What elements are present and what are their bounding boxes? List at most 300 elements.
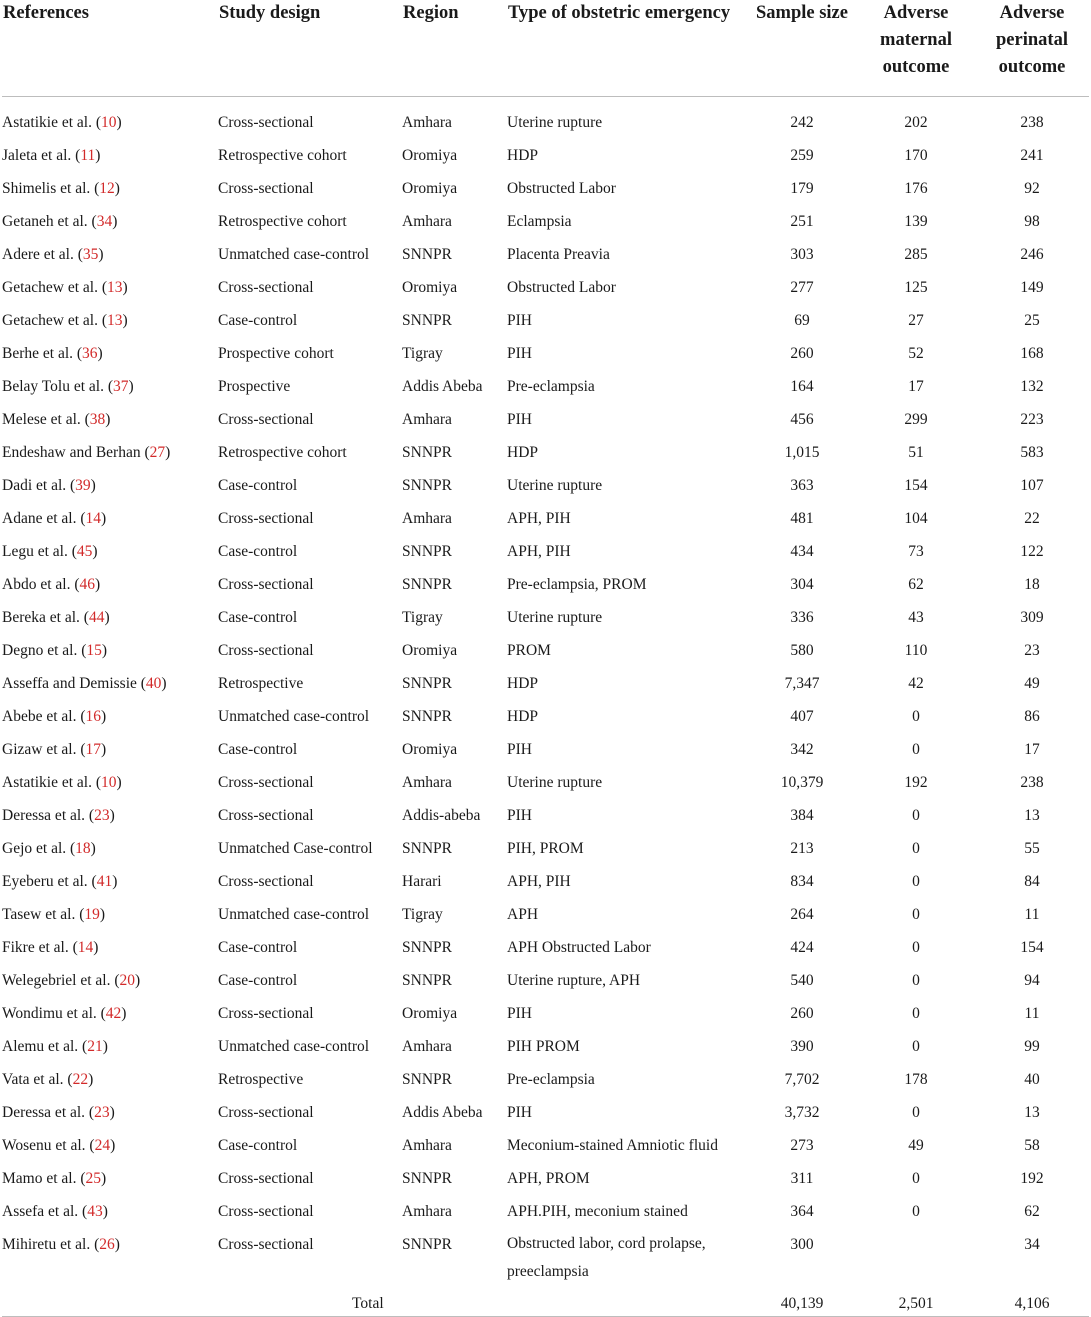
citation-close: ) — [112, 213, 118, 230]
study-design-cell: Cross-sectional — [218, 1005, 314, 1022]
region-cell: Oromiya — [402, 741, 458, 758]
perinatal-outcome-cell: 25 — [1024, 312, 1040, 329]
citation-close: ) — [88, 1071, 94, 1088]
perinatal-outcome-cell: 94 — [1024, 972, 1040, 989]
region-cell: Amhara — [402, 114, 452, 131]
header-region: Region — [402, 0, 507, 97]
citation-close: ) — [165, 444, 171, 461]
header-adverse-maternal: Adverse maternal outcome — [857, 0, 975, 97]
reference-cell — [2, 993, 218, 1026]
citation-link[interactable]: 43 — [87, 1203, 103, 1220]
perinatal-outcome-cell: 92 — [1024, 180, 1040, 197]
emergency-type-cell: Placenta Preavia — [507, 246, 610, 263]
sample-size-cell: 540 — [790, 972, 814, 989]
study-design-cell: Cross-sectional — [218, 576, 314, 593]
sample-size-cell: 424 — [790, 939, 814, 956]
table-row — [2, 828, 1089, 861]
region-cell: SNNPR — [402, 939, 452, 956]
study-design-cell: Cross-sectional — [218, 180, 314, 197]
sample-size-cell: 242 — [790, 114, 814, 131]
perinatal-outcome-cell: 192 — [1020, 1170, 1044, 1187]
author-text: Eyeberu et al. ( — [2, 873, 97, 890]
emergency-type-cell: Uterine rupture — [507, 114, 603, 131]
citation-link[interactable]: 39 — [75, 477, 91, 494]
emergency-type-cell: PIH PROM — [507, 1038, 580, 1055]
region-cell: Oromiya — [402, 1005, 458, 1022]
citation-link[interactable]: 12 — [99, 180, 115, 197]
reference-cell — [2, 597, 218, 630]
citation-close: ) — [109, 807, 115, 824]
perinatal-outcome-cell: 309 — [1020, 609, 1044, 626]
reference-cell — [2, 1092, 218, 1125]
reference-cell — [2, 234, 218, 267]
study-design-cell: Cross-sectional — [218, 774, 314, 791]
table-row — [2, 432, 1089, 465]
perinatal-outcome-cell: 34 — [1024, 1236, 1040, 1253]
citation-link[interactable]: 17 — [85, 741, 101, 758]
reference-cell — [2, 861, 218, 894]
header-references: References — [2, 0, 218, 97]
sample-size-cell: 834 — [790, 873, 814, 890]
emergency-type-cell: Uterine rupture — [507, 609, 603, 626]
sample-size-cell: 304 — [790, 576, 814, 593]
emergency-type-cell: PIH — [507, 345, 532, 362]
table-row — [2, 97, 1089, 136]
emergency-type-cell: Pre-eclampsia — [507, 378, 595, 395]
table-row — [2, 201, 1089, 234]
reference-cell — [2, 267, 218, 300]
study-design-cell: Case-control — [218, 1137, 298, 1154]
perinatal-outcome-cell: 223 — [1020, 411, 1044, 428]
perinatal-outcome-cell: 241 — [1020, 147, 1044, 164]
citation-link[interactable]: 26 — [99, 1236, 115, 1253]
maternal-outcome-cell: 51 — [908, 444, 924, 461]
perinatal-outcome-cell: 58 — [1024, 1137, 1040, 1154]
reference-cell — [2, 960, 218, 993]
maternal-outcome-cell: 110 — [904, 642, 928, 659]
citation-link[interactable]: 25 — [85, 1170, 102, 1187]
study-design-cell: Retrospective cohort — [218, 444, 347, 461]
study-design-cell: Unmatched case-control — [218, 1038, 370, 1055]
studies-table — [2, 0, 1089, 1317]
author-text: Assefa et al. ( — [2, 1203, 88, 1220]
author-text: Fikre et al. ( — [2, 939, 78, 956]
emergency-type-cell: Eclampsia — [507, 213, 572, 230]
author-text: Getaneh et al. ( — [2, 213, 97, 230]
author-text: Melese et al. ( — [2, 411, 90, 428]
citation-link[interactable]: 35 — [82, 246, 99, 263]
region-cell: Amhara — [402, 774, 452, 791]
study-design-cell: Unmatched Case-control — [218, 840, 373, 857]
sample-size-cell: 7,702 — [784, 1071, 820, 1088]
citation-link[interactable]: 42 — [105, 1005, 122, 1022]
maternal-outcome-cell: 299 — [904, 411, 928, 428]
header-type: Type of obstetric emergency — [507, 0, 747, 97]
citation-close: ) — [92, 543, 98, 560]
reference-cell — [2, 729, 218, 762]
citation-close: ) — [93, 939, 99, 956]
maternal-outcome-cell: 62 — [908, 576, 924, 593]
region-cell: SNNPR — [402, 444, 452, 461]
study-design-cell: Unmatched case-control — [218, 906, 370, 923]
study-design-cell: Case-control — [218, 972, 298, 989]
sample-size-cell: 342 — [790, 741, 814, 758]
emergency-type-cell: Meconium-stained Amniotic fluid — [507, 1137, 718, 1154]
maternal-outcome-cell: 0 — [912, 939, 920, 956]
citation-link[interactable]: 45 — [76, 543, 93, 560]
citation-link[interactable]: 36 — [82, 345, 98, 362]
region-cell: SNNPR — [402, 543, 452, 560]
table-row — [2, 465, 1089, 498]
citation-close: ) — [95, 147, 101, 164]
reference-cell — [2, 1224, 218, 1286]
study-design-cell: Prospective — [218, 378, 291, 395]
citation-link[interactable]: 20 — [119, 972, 136, 989]
author-text: Shimelis et al. ( — [2, 180, 100, 197]
region-cell: Amhara — [402, 1038, 452, 1055]
citation-link[interactable]: 40 — [145, 675, 162, 692]
sample-size-cell: 7,347 — [784, 675, 820, 692]
citation-link[interactable]: 10 — [101, 774, 117, 791]
reference-cell — [2, 828, 218, 861]
sample-size-cell: 260 — [790, 1005, 814, 1022]
citation-link[interactable]: 27 — [149, 444, 166, 461]
perinatal-outcome-cell: 583 — [1020, 444, 1044, 461]
table-row — [2, 234, 1089, 267]
citation-link[interactable]: 21 — [87, 1038, 103, 1055]
maternal-outcome-cell: 154 — [904, 477, 928, 494]
table-row — [2, 1125, 1089, 1158]
maternal-outcome-cell: 0 — [912, 807, 920, 824]
reference-cell — [2, 564, 218, 597]
sample-size-cell: 3,732 — [784, 1104, 820, 1121]
study-design-cell: Cross-sectional — [218, 1236, 314, 1253]
reference-cell — [2, 498, 218, 531]
study-design-cell: Retrospective — [218, 1071, 304, 1088]
maternal-outcome-cell: 0 — [912, 972, 920, 989]
table-row — [2, 1059, 1089, 1092]
table-row — [2, 696, 1089, 729]
author-text: Abebe et al. ( — [2, 708, 86, 725]
perinatal-outcome-cell: 18 — [1024, 576, 1040, 593]
study-design-cell: Case-control — [218, 939, 298, 956]
region-cell: SNNPR — [402, 477, 452, 494]
emergency-type-cell: PROM — [507, 642, 551, 659]
author-text: Wosenu et al. ( — [2, 1137, 95, 1154]
author-text: Deressa et al. ( — [2, 807, 95, 824]
emergency-type-cell: APH Obstructed Labor — [507, 939, 651, 956]
sample-size-cell: 390 — [790, 1038, 814, 1055]
perinatal-outcome-cell: 107 — [1020, 477, 1044, 494]
total-row — [2, 1286, 1089, 1317]
perinatal-outcome-cell: 154 — [1020, 939, 1044, 956]
emergency-type-cell: HDP — [507, 147, 539, 164]
sample-size-cell: 456 — [790, 411, 814, 428]
reference-cell — [2, 795, 218, 828]
region-cell: SNNPR — [402, 312, 452, 329]
citation-link[interactable]: 10 — [101, 114, 117, 131]
maternal-outcome-cell: 17 — [908, 378, 924, 395]
citation-close: ) — [121, 1005, 127, 1022]
study-design-cell: Cross-sectional — [218, 114, 314, 131]
region-cell: SNNPR — [402, 1236, 452, 1253]
sample-size-cell: 300 — [790, 1236, 814, 1253]
perinatal-outcome-cell: 40 — [1024, 1071, 1040, 1088]
perinatal-outcome-cell: 132 — [1020, 378, 1044, 395]
maternal-outcome-cell: 285 — [904, 246, 928, 263]
region-cell: Tigray — [402, 906, 443, 923]
citation-close: ) — [90, 840, 96, 857]
citation-link[interactable]: 15 — [86, 642, 102, 659]
perinatal-outcome-cell: 13 — [1024, 807, 1040, 824]
reference-cell — [2, 201, 218, 234]
emergency-type-cell: PIH — [507, 312, 532, 329]
citation-close: ) — [102, 1038, 108, 1055]
perinatal-outcome-cell: 13 — [1024, 1104, 1040, 1121]
region-cell: Oromiya — [402, 147, 458, 164]
author-text: Mihiretu et al. ( — [2, 1236, 100, 1253]
table-row — [2, 762, 1089, 795]
citation-close: ) — [128, 378, 134, 395]
sample-size-cell: 580 — [790, 642, 814, 659]
region-cell: SNNPR — [402, 972, 452, 989]
author-text: Mamo et al. ( — [2, 1170, 86, 1187]
region-cell: Oromiya — [402, 180, 458, 197]
emergency-type-cell: Obstructed Labor — [507, 279, 616, 296]
emergency-type-cell: APH, PIH — [507, 873, 571, 890]
emergency-type-cell: APH, PIH — [507, 543, 571, 560]
emergency-type-cell: PIH — [507, 411, 532, 428]
author-text: Tasew et al. ( — [2, 906, 85, 923]
perinatal-outcome-cell: 99 — [1024, 1038, 1040, 1055]
region-cell: SNNPR — [402, 675, 452, 692]
citation-close: ) — [101, 708, 107, 725]
citation-link[interactable]: 11 — [80, 147, 96, 164]
citation-link[interactable]: 44 — [88, 609, 105, 626]
region-cell: Amhara — [402, 510, 452, 527]
author-text: Astatikie et al. ( — [2, 114, 101, 131]
region-cell: Harari — [402, 873, 442, 890]
sample-size-cell: 311 — [790, 1170, 814, 1187]
citation-link[interactable]: 23 — [94, 807, 110, 824]
region-cell: SNNPR — [402, 1071, 452, 1088]
reference-cell — [2, 399, 218, 432]
maternal-outcome-cell — [857, 1224, 975, 1286]
study-design-cell: Retrospective — [218, 675, 304, 692]
maternal-outcome-cell: 52 — [908, 345, 924, 362]
region-cell: Oromiya — [402, 642, 458, 659]
maternal-outcome-cell: 170 — [904, 147, 928, 164]
region-cell: SNNPR — [402, 1170, 452, 1187]
maternal-outcome-cell: 104 — [904, 510, 928, 527]
maternal-outcome-cell: 0 — [912, 1203, 920, 1220]
table-row — [2, 300, 1089, 333]
author-text: Getachew et al. ( — [2, 279, 107, 296]
region-cell: Tigray — [402, 609, 443, 626]
author-text: Gejo et al. ( — [2, 840, 76, 857]
study-design-cell: Case-control — [218, 312, 298, 329]
sample-size-cell: 481 — [790, 510, 814, 527]
maternal-outcome-cell: 0 — [912, 840, 920, 857]
table-row — [2, 993, 1089, 1026]
citation-link[interactable]: 46 — [79, 576, 95, 593]
citation-close: ) — [109, 1104, 115, 1121]
region-cell: Addis-abeba — [402, 807, 481, 824]
reference-cell — [2, 432, 218, 465]
table-row — [2, 861, 1089, 894]
citation-link[interactable]: 16 — [85, 708, 101, 725]
perinatal-outcome-cell: 22 — [1024, 510, 1040, 527]
author-text: Jaleta et al. ( — [2, 147, 81, 164]
perinatal-outcome-cell: 17 — [1024, 741, 1040, 758]
table-row — [2, 597, 1089, 630]
reference-cell — [2, 696, 218, 729]
citation-close: ) — [112, 873, 118, 890]
sample-size-cell: 69 — [794, 312, 810, 329]
header-row — [2, 0, 1089, 97]
citation-close: ) — [122, 312, 128, 329]
maternal-outcome-cell: 73 — [908, 543, 924, 560]
header-sample-size: Sample size — [747, 0, 857, 97]
citation-link[interactable]: 22 — [72, 1071, 89, 1088]
citation-close: ) — [101, 741, 107, 758]
table-row — [2, 531, 1089, 564]
author-text: Asseffa and Demissie ( — [2, 675, 146, 692]
study-design-cell: Retrospective cohort — [218, 147, 347, 164]
maternal-outcome-cell: 192 — [904, 774, 928, 791]
sample-size-cell: 303 — [790, 246, 814, 263]
study-design-cell: Cross-sectional — [218, 642, 314, 659]
citation-link[interactable]: 13 — [107, 312, 123, 329]
citation-link[interactable]: 24 — [94, 1137, 111, 1154]
study-design-cell: Cross-sectional — [218, 1170, 314, 1187]
region-cell: Oromiya — [402, 279, 458, 296]
author-text: Bereka et al. ( — [2, 609, 89, 626]
emergency-type-cell: PIH, PROM — [507, 840, 584, 857]
perinatal-outcome-cell: 49 — [1024, 675, 1040, 692]
table-row — [2, 498, 1089, 531]
citation-link[interactable]: 14 — [77, 939, 94, 956]
emergency-type-cell: Uterine rupture, APH — [507, 972, 641, 989]
reference-cell — [2, 97, 218, 136]
table-row — [2, 894, 1089, 927]
sample-size-cell: 1,015 — [784, 444, 820, 461]
citation-link[interactable]: 13 — [107, 279, 123, 296]
citation-link[interactable]: 37 — [112, 378, 129, 395]
reference-cell — [2, 762, 218, 795]
total-sample-size: 40,139 — [747, 1286, 857, 1317]
citation-link[interactable]: 23 — [94, 1104, 110, 1121]
author-text: Adane et al. ( — [2, 510, 86, 527]
citation-close: ) — [161, 675, 167, 692]
emergency-type-cell: APH.PIH, meconium stained — [507, 1203, 688, 1220]
reference-cell — [2, 135, 218, 168]
citation-link[interactable]: 41 — [96, 873, 113, 890]
study-design-cell: Prospective cohort — [218, 345, 334, 362]
citation-link[interactable]: 19 — [84, 906, 100, 923]
citation-close: ) — [101, 510, 107, 527]
region-cell: Amhara — [402, 213, 452, 230]
total-label: Total — [2, 1286, 747, 1317]
table-row — [2, 729, 1089, 762]
sample-size-cell: 434 — [790, 543, 814, 560]
emergency-type-cell: Obstructed labor, cord prolapse, preeclampsia — [507, 1235, 706, 1280]
citation-link[interactable]: 18 — [75, 840, 91, 857]
header-study-design: Study design — [218, 0, 402, 97]
region-cell: SNNPR — [402, 708, 452, 725]
region-cell: Amhara — [402, 1137, 452, 1154]
citation-link[interactable]: 34 — [96, 213, 113, 230]
region-cell: Tigray — [402, 345, 443, 362]
citation-close: ) — [135, 972, 141, 989]
table-row — [2, 399, 1089, 432]
maternal-outcome-cell: 125 — [904, 279, 928, 296]
perinatal-outcome-cell: 246 — [1020, 246, 1044, 263]
author-text: Berhe et al. ( — [2, 345, 83, 362]
sample-size-cell: 260 — [790, 345, 814, 362]
sample-size-cell: 363 — [790, 477, 814, 494]
citation-close: ) — [116, 774, 122, 791]
maternal-outcome-cell: 0 — [912, 873, 920, 890]
reference-cell — [2, 300, 218, 333]
maternal-outcome-cell: 43 — [908, 609, 924, 626]
table-row — [2, 1224, 1089, 1286]
region-cell: Amhara — [402, 1203, 452, 1220]
author-text: Alemu et al. ( — [2, 1038, 88, 1055]
citation-close: ) — [101, 642, 108, 659]
sample-size-cell: 10,379 — [780, 774, 824, 791]
author-text: Legu et al. ( — [2, 543, 77, 560]
sample-size-cell: 164 — [790, 378, 814, 395]
emergency-type-cell: PIH — [507, 807, 532, 824]
region-cell: Amhara — [402, 411, 452, 428]
sample-size-cell: 336 — [790, 609, 814, 626]
study-design-cell: Cross-sectional — [218, 510, 314, 527]
citation-link[interactable]: 14 — [85, 510, 101, 527]
maternal-outcome-cell: 202 — [904, 114, 928, 131]
table-row — [2, 663, 1089, 696]
citation-close: ) — [90, 477, 96, 494]
citation-close: ) — [97, 345, 103, 362]
emergency-type-cell: Pre-eclampsia — [507, 1071, 595, 1088]
perinatal-outcome-cell: 11 — [1024, 1005, 1040, 1022]
citation-close: ) — [104, 609, 110, 626]
table-row — [2, 1092, 1089, 1125]
author-text: Vata et al. ( — [2, 1071, 73, 1088]
emergency-type-cell: Pre-eclampsia, PROM — [507, 576, 647, 593]
reference-cell — [2, 1026, 218, 1059]
sample-size-cell: 364 — [790, 1203, 814, 1220]
study-design-cell: Unmatched case-control — [218, 708, 370, 725]
reference-cell — [2, 630, 218, 663]
maternal-outcome-cell: 0 — [912, 1005, 920, 1022]
citation-close: ) — [102, 1203, 108, 1220]
citation-close: ) — [116, 114, 122, 131]
citation-close: ) — [105, 411, 111, 428]
study-design-cell: Unmatched case-control — [218, 246, 370, 263]
perinatal-outcome-cell: 11 — [1024, 906, 1040, 923]
emergency-type-cell: PIH — [507, 1104, 532, 1121]
sample-size-cell: 407 — [790, 708, 814, 725]
maternal-outcome-cell: 139 — [904, 213, 928, 230]
author-text: Abdo et al. ( — [2, 576, 80, 593]
citation-link[interactable]: 38 — [89, 411, 106, 428]
citation-close: ) — [114, 180, 120, 197]
perinatal-outcome-cell: 98 — [1024, 213, 1040, 230]
table-row — [2, 366, 1089, 399]
emergency-type-cell: HDP — [507, 675, 539, 692]
study-design-cell: Cross-sectional — [218, 279, 314, 296]
